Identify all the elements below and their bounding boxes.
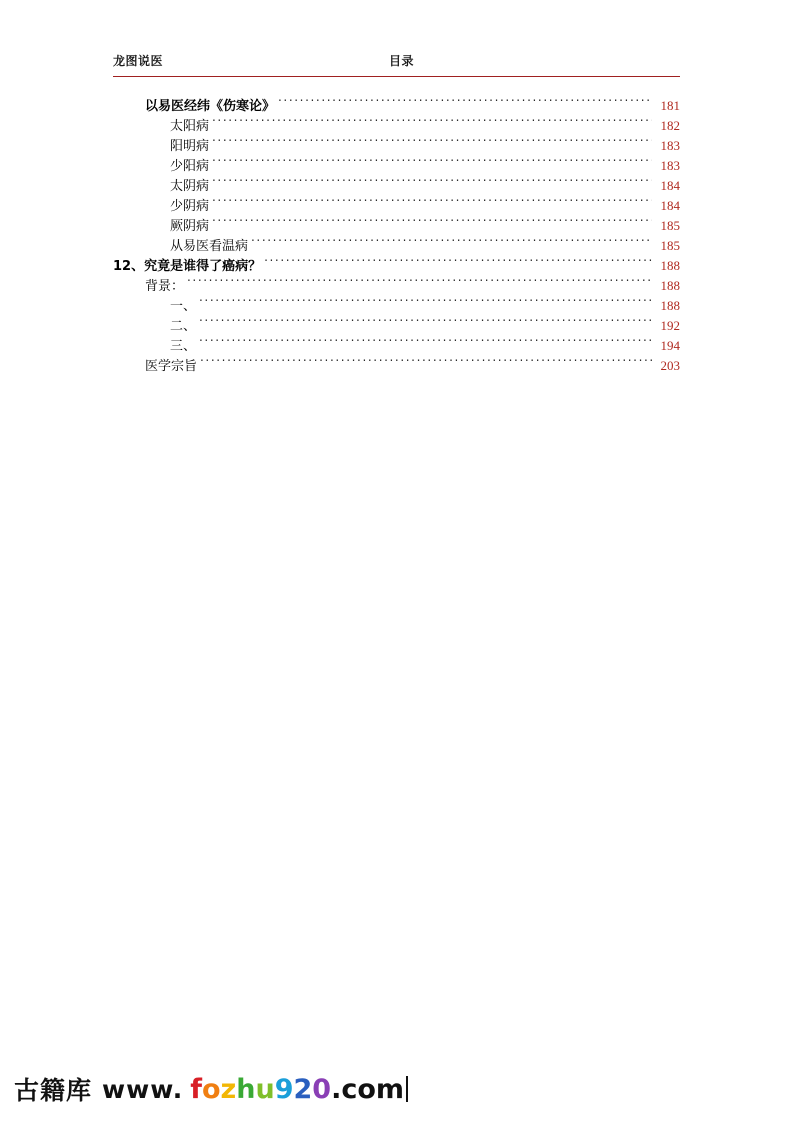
toc-entry-title: 二、 — [170, 319, 197, 334]
toc-entry-page-number: 183 — [660, 158, 680, 173]
toc-dot-leader — [278, 92, 652, 110]
toc-dot-leader — [251, 232, 652, 250]
brand-char-u: u — [255, 1073, 275, 1105]
brand-char-2: 2 — [293, 1073, 313, 1105]
header-section-title: 目录 — [389, 54, 415, 68]
toc-entry[interactable] — [113, 352, 680, 372]
toc-entry-title: 一、 — [170, 299, 197, 314]
toc-entry-title: 阳明病 — [170, 139, 210, 154]
watermark-brand — [190, 1074, 404, 1105]
toc-entry-title: 太阳病 — [170, 119, 210, 134]
watermark-site-name-cn: 古籍库 — [14, 1076, 93, 1105]
toc-entry-title: 少阳病 — [170, 159, 210, 174]
toc-entry[interactable] — [113, 92, 680, 112]
toc-entry[interactable] — [113, 292, 680, 312]
brand-char-9: 9 — [274, 1073, 294, 1105]
toc-dot-leader — [199, 332, 652, 350]
brand-char-f: f — [190, 1073, 202, 1105]
watermark-footer — [14, 1072, 408, 1106]
toc-entry-page-number: 184 — [660, 198, 680, 213]
toc-dot-leader — [212, 172, 652, 190]
toc-entry-page-number: 185 — [660, 238, 680, 253]
brand-char-com: com — [341, 1073, 405, 1105]
toc-dot-leader — [212, 112, 652, 130]
page-header — [113, 52, 680, 74]
toc-entry-title: 太阴病 — [170, 179, 210, 194]
toc-entry-page-number: 182 — [660, 118, 680, 133]
brand-char-0: 0 — [312, 1073, 332, 1105]
toc-entry-page-number: 183 — [660, 138, 680, 153]
toc-dot-leader — [212, 132, 652, 150]
toc-dot-leader — [212, 192, 652, 210]
toc-entry-title: 少阴病 — [170, 199, 210, 214]
brand-char-dot: . — [331, 1073, 342, 1105]
toc-entry-title: 背景： — [145, 279, 185, 294]
toc-entry[interactable] — [113, 272, 680, 292]
watermark-cursor — [406, 1076, 408, 1102]
toc-entry[interactable] — [113, 312, 680, 332]
toc-dot-leader — [212, 212, 652, 230]
table-of-contents — [113, 92, 680, 372]
toc-entry-page-number: 188 — [660, 298, 680, 313]
toc-entry-title: 三、 — [170, 339, 197, 354]
toc-dot-leader — [200, 352, 652, 370]
toc-entry-title: 医学宗旨 — [145, 359, 198, 374]
toc-dot-leader — [264, 252, 652, 270]
toc-entry-page-number: 185 — [660, 218, 680, 233]
toc-entry-title: 从易医看温病 — [170, 239, 249, 254]
toc-entry-page-number: 181 — [660, 98, 680, 113]
toc-entry-title: 以易医经纬《伤寒论》 — [145, 99, 276, 114]
brand-char-h: h — [236, 1073, 256, 1105]
brand-char-z: z — [220, 1073, 237, 1105]
toc-dot-leader — [212, 152, 652, 170]
toc-entry-page-number: 188 — [660, 258, 680, 273]
toc-entry-page-number: 203 — [660, 358, 680, 373]
watermark-www: www. — [102, 1074, 184, 1104]
brand-char-o: o — [201, 1073, 221, 1105]
toc-entry-title: 厥阴病 — [170, 219, 210, 234]
toc-entry-page-number: 192 — [660, 318, 680, 333]
header-divider — [113, 76, 680, 77]
toc-dot-leader — [187, 272, 652, 290]
toc-entry-title: 12、究竟是谁得了癌病？ — [113, 259, 262, 274]
toc-entry-page-number: 194 — [660, 338, 680, 353]
toc-dot-leader — [199, 312, 652, 330]
toc-entry-page-number: 184 — [660, 178, 680, 193]
toc-dot-leader — [199, 292, 652, 310]
toc-entry-page-number: 188 — [660, 278, 680, 293]
header-book-title: 龙图说医 — [113, 54, 164, 68]
toc-entry[interactable] — [113, 332, 680, 352]
